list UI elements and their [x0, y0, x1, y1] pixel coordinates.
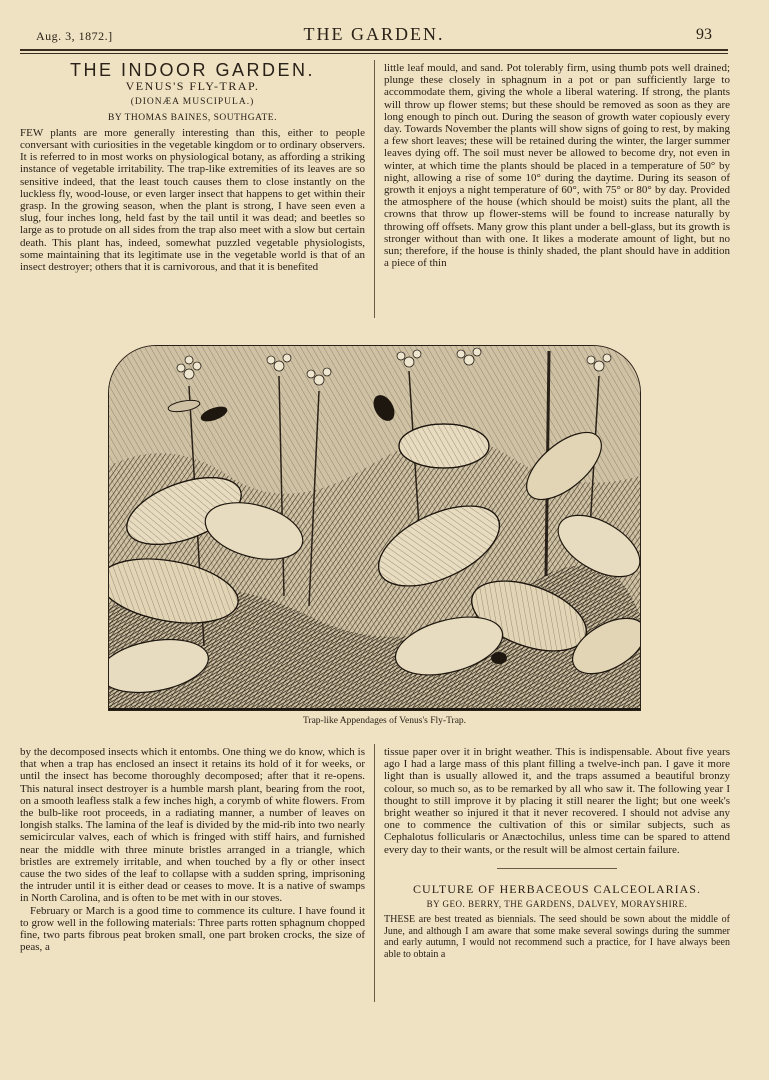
second-article-title: CULTURE OF HERBACEOUS CALCEOLARIAS.: [413, 881, 701, 896]
section-rule: [497, 868, 617, 869]
article-byline: BY THOMAS BAINES, SOUTHGATE.: [108, 112, 277, 123]
upper-right-column: [384, 62, 730, 269]
article-paragraph: THESE are best treated as biennials. The seed should be sown about the middle of June, and although I am aware that some make several sowings during the summer and early autumn, I would not recommend such a practice, for I have always been able to obtain a: [384, 914, 730, 961]
section-title: THE INDOOR GARDEN.: [69, 60, 315, 80]
engraving-illustration: [109, 346, 640, 710]
second-article-byline: BY GEO. BERRY, THE GARDENS, DALVEY, MORAYSHIRE.: [426, 899, 688, 910]
upper-left-column: [20, 60, 365, 273]
header-rule-thin: [20, 53, 728, 54]
venus-flytrap-engraving: [108, 345, 641, 711]
article-title: VENUS'S FLY-TRAP.: [125, 79, 260, 94]
lower-left-column: [20, 746, 365, 953]
running-head: [36, 24, 712, 48]
journal-title: THE GARDEN.: [303, 24, 445, 44]
page-number: 93: [696, 26, 712, 43]
lower-right-column: [384, 746, 730, 961]
header-rule: [20, 49, 728, 51]
article-paragraph: February or March is a good time to commence its culture. I have found it to grow well in the following materials: Three parts rotten sphagnum chopped fine, two parts fibrous peat broken small, one part broken crocks, the size of peas, a: [20, 904, 365, 954]
article-paragraph: by the decomposed insects which it entombs. One thing we do know, which is that when a trap has enclosed an insect it retains its hold of it for weeks, or until the insect has become thoroughly decomposed; after that it re-opens. This natural insect destroyer is a humble marsh plant, bearing from the root, on a smooth leafless stalk a few inches high, a corymb of white flowers. From the bulb-like root proceeds, in a radiating manner, a number of leaves on longish stalks. The lamina of the leaf is divided by the mid-rib into two nearly semicircular valves, each of which is fringed with stiff hairs, and furnished near the middle with three minute bristles arranged in a triangle, which bristles are extremely irritable, and when touched by a fly or other insect cause the two sides of the leaf to collapse with a sudden spring, imprisoning the intruder until it is either dead or ceases to move. It is a native of swamps in North Carolina, and is often to be met with in our stoves.: [20, 746, 365, 905]
column-divider: [374, 744, 375, 1002]
column-divider: [374, 60, 375, 318]
figure-caption: Trap-like Appendages of Venus's Fly-Trap.: [302, 716, 467, 726]
issue-date: Aug. 3, 1872.]: [36, 29, 113, 43]
article-paragraph: little leaf mould, and sand. Pot tolerably firm, using thumb pots well drained; plunge these closely in sphagnum in a pot or pan sufficiently large to accommodate them, giving the whole a liberal watering. If strong, the plants will throw up flower stems; but these should be removed as soon as they are long enough to pinch out. During the season of growth water copiously every day. Towards November the plants will show signs of going to rest, by making a few short leaves; these will be retained during the winter, the larger summer leaves dying off. The soil must never be allowed to become dry, not even in winter, at which time the plants should be placed in a temperature of 50° by night, allowing a rise of some 10° during the daytime. During its season of growth it enjoys a night temperature of 60°, with 75° or 80° by day. Provided the atmosphere of the house (which should be moist) suits the plant, all the crowns that throw up flower-stems will be found to increase naturally by throwing off offsets. Many grow this plant under a bell-glass, but its growth is stronger without than with one. It likes a moderate amount of light, but no sun; therefore, if the house is thinly shaded, the plant should have in addition a piece of thin: [384, 62, 730, 270]
scientific-name: (DIONÆA MUSCIPULA.): [130, 97, 255, 108]
article-paragraph: tissue paper over it in bright weather. This is indispensable. About five years ago I had a large mass of this plant filling a twelve-inch pan. I gave it more light than is usually allowed it, and the traps assumed a beautiful bronzy colour, so much so, as to be remarked by all who saw it. The following year I thought to still improve it by placing it still nearer the light; but one week's bright weather so injured it that it never recovered. I should not advise any one to commence the cultivation of this or similar subjects, such as Cephalotus follicularis or Anæctochilus, unless time can be spared to attend every day to their wants, or the result will be almost certain failure.: [384, 746, 730, 856]
article-paragraph: FEW plants are more generally interesting than this, either to people conversant with curiosities in the vegetable kingdom or to ordinary observers. It is referred to in most works on physiological botany, as affording a striking instance of vegetable irritability. The trap-like extremities of its leaves are so sensitive indeed, that the least touch causes them to close instantly on the luckless fly, wood-louse, or even larger insect that happens to get within their grasp. In the growing season, when the plant is strong, I have seen even a slug, four inches long, held fast by the tail until it was dead; and beetles so large as to protude on all sides from the trap also meet with a slow but certain death. This plant has, indeed, somewhat puzzled vegetable physiologists, some maintaining that its legitimate use in the vegetable world is that of an insect destroyer; others that it is carnivorous, and that it is benefited: [20, 126, 365, 274]
